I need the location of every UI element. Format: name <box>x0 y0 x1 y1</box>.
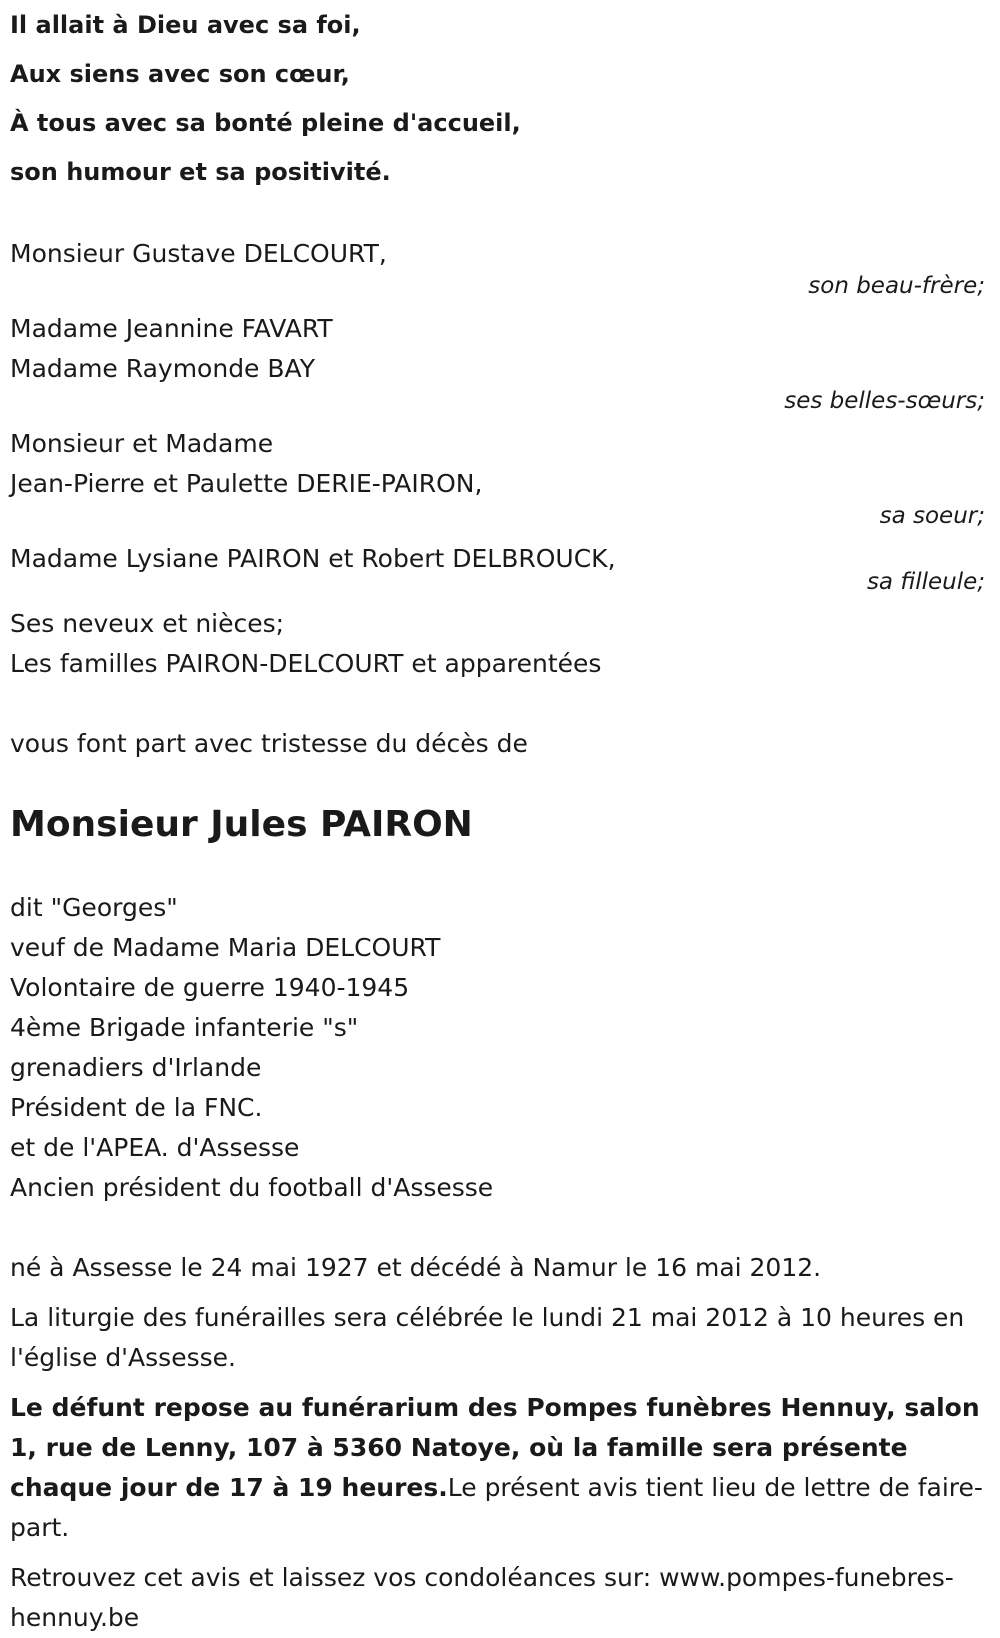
announcement-text: vous font part avec tristesse du décès de <box>10 729 528 758</box>
family-list <box>10 234 985 684</box>
family-member: Madame Raymonde BAY <box>10 354 315 383</box>
family-group <box>10 309 985 413</box>
family-group <box>10 539 985 594</box>
family-role: ses belles-sœurs; <box>784 388 985 414</box>
birth-death-text: né à Assesse le 24 mai 1927 et décédé à Namur le 16 mai 2012. <box>10 1253 822 1282</box>
detail-line: veuf de Madame Maria DELCOURT <box>10 933 441 962</box>
family-group <box>10 424 985 528</box>
family-member: Monsieur Gustave DELCOURT, <box>10 239 387 268</box>
deceased-name: Monsieur Jules PAIRON <box>10 804 473 845</box>
funerarium-note: Le présent avis tient lieu de lettre de faire-part. <box>10 1473 983 1542</box>
family-member: Madame Lysiane PAIRON et Robert DELBROUCK, <box>10 544 616 573</box>
deceased-details <box>10 888 985 1208</box>
detail-line: Président de la FNC. <box>10 1093 263 1122</box>
family-member: Jean-Pierre et Paulette DERIE-PAIRON, <box>10 469 483 498</box>
detail-line: et de l'APEA. d'Assesse <box>10 1133 300 1162</box>
detail-line: grenadiers d'Irlande <box>10 1053 262 1082</box>
family-member: Madame Jeannine FAVART <box>10 314 333 343</box>
epitaph-line: À tous avec sa bonté pleine d'accueil, <box>10 109 521 137</box>
detail-line: dit "Georges" <box>10 893 178 922</box>
condolences-text: Retrouvez cet avis et laissez vos condoléances sur: www.pompes-funebres-hennuy.be <box>10 1563 954 1632</box>
family-role: son beau-frère; <box>808 273 985 299</box>
family-group <box>10 234 985 298</box>
funerarium-paragraph <box>10 1388 985 1548</box>
family-member: Ses neveux et nièces; <box>10 609 285 638</box>
epitaph-line: son humour et sa positivité. <box>10 158 391 186</box>
epitaph <box>10 1 985 197</box>
epitaph-line: Il allait à Dieu avec sa foi, <box>10 11 361 39</box>
family-role: sa filleule; <box>866 569 985 595</box>
family-group <box>10 604 985 684</box>
family-member: Les familles PAIRON-DELCOURT et apparentées <box>10 649 602 678</box>
family-member: Monsieur et Madame <box>10 429 274 458</box>
funerarium-text: Le défunt repose au funérarium des Pompes funèbres Hennuy, salon 1, rue de Lenny, 107 à 5360 Natoye, où la famille sera présente chaque jour de 17 à 19 heures. <box>10 1393 980 1502</box>
obituary-notice <box>10 0 985 1638</box>
liturgy-text: La liturgie des funérailles sera célébrée le lundi 21 mai 2012 à 10 heures en l'église d'Assesse. <box>10 1303 965 1372</box>
epitaph-line: Aux siens avec son cœur, <box>10 60 350 88</box>
detail-line: 4ème Brigade infanterie "s" <box>10 1013 359 1042</box>
family-role: sa soeur; <box>879 503 985 529</box>
detail-line: Volontaire de guerre 1940-1945 <box>10 973 410 1002</box>
detail-line: Ancien président du football d'Assesse <box>10 1173 494 1202</box>
